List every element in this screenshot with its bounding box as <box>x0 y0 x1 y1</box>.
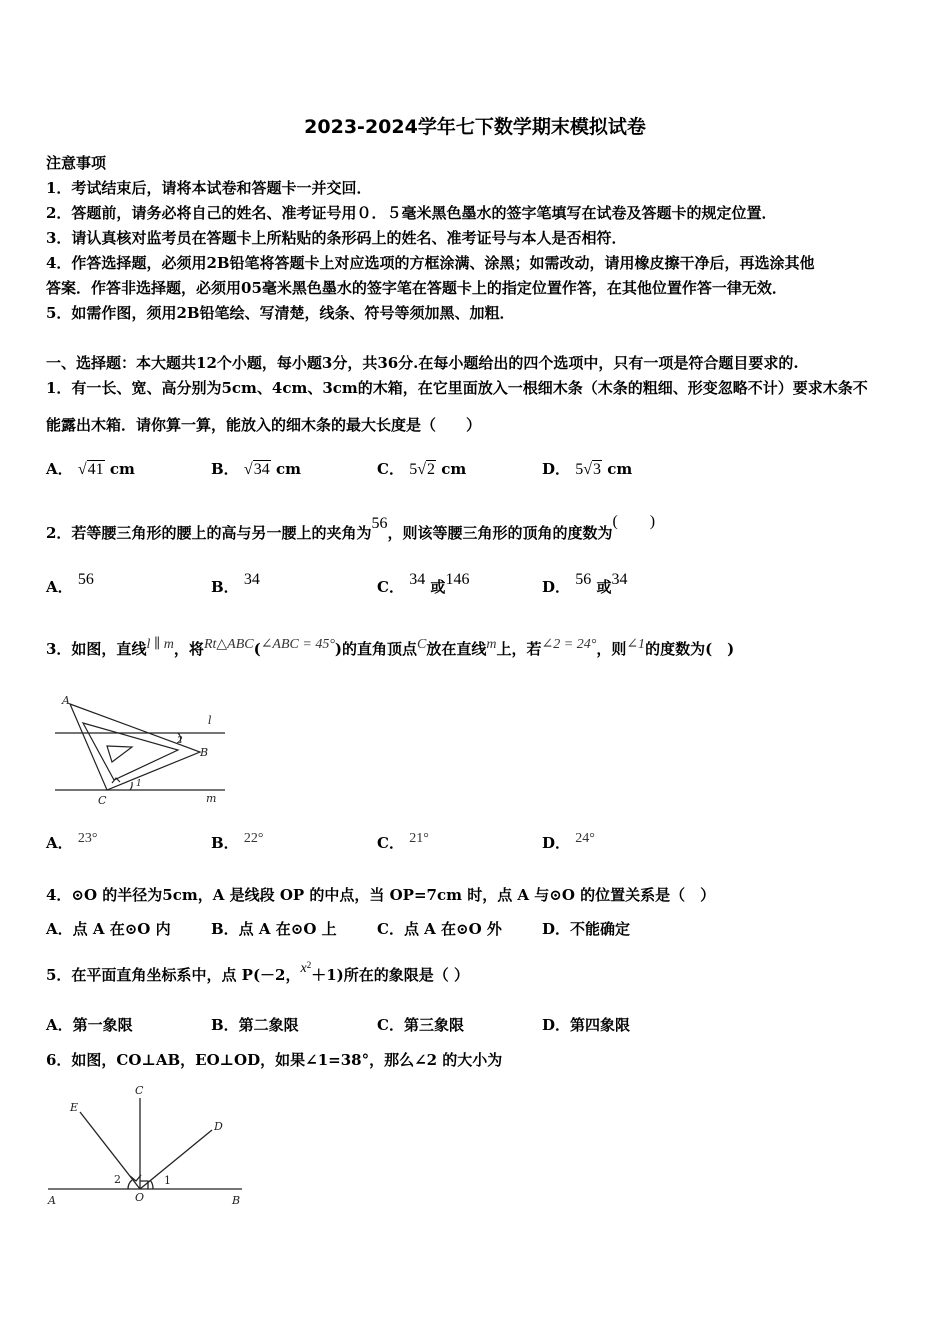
label-l: l <box>208 714 212 727</box>
label-1: 1 <box>164 1174 171 1187</box>
option-label: B． <box>211 460 239 478</box>
q3-math: ∠1 <box>626 637 646 652</box>
option-label: A． <box>46 578 73 596</box>
q2-option-d <box>542 571 628 597</box>
page-title: 2023-2024学年七下数学期末模拟试卷 <box>304 116 646 138</box>
angle-2-arc <box>128 1180 132 1189</box>
notice-item: 4．作答选择题，必须用2B铅笔将答题卡上对应选项的方框涂满、涂黑；如需改动，请用橡皮擦干净后，再选涂其他 <box>46 254 815 272</box>
q2-text-b: ，则该等腰三角形的顶角的度数为 <box>387 524 613 542</box>
q2-stem <box>46 513 656 543</box>
label-a: A <box>48 1194 56 1207</box>
q2-text-a: 2．若等腰三角形的腰上的高与另一腰上的夹角为 <box>46 524 372 542</box>
label-2: 2 <box>114 1173 121 1186</box>
q3-math: m <box>486 637 497 652</box>
q4-option-d: D．不能确定 <box>542 920 631 938</box>
notice-heading: 注意事项 <box>46 154 107 172</box>
q2-paren: ( ) <box>612 513 656 530</box>
q3-figure <box>50 692 230 810</box>
q3-math: Rt△ABC <box>203 637 254 652</box>
q3-text: 上，若 <box>496 640 542 658</box>
coefficient: 5 <box>409 461 418 478</box>
q5-exponent: 2 <box>306 960 312 970</box>
option-value: 24° <box>575 831 595 846</box>
q1-stem: 1．有一长、宽、高分别为5cm、4cm、3cm的木箱，在它里面放入一根细木条（木条的粗细、形变忽略不计）要求木条不 <box>46 379 868 397</box>
label-b: B <box>200 746 209 759</box>
q3-option-a <box>46 832 97 853</box>
angle-1-arc <box>150 1180 153 1189</box>
q5-option-d: D．第四象限 <box>542 1016 631 1034</box>
q5-option-a: A．第一象限 <box>46 1016 133 1034</box>
option-value: 34 <box>611 571 628 588</box>
option-label: C． <box>377 578 404 596</box>
label-c: C <box>135 1084 144 1097</box>
q4-option-a: A．点 A 在⊙O 内 <box>46 920 171 938</box>
notice-item: 2．答题前，请务必将自己的姓名、准考证号用０．５毫米黑色墨水的签字笔填写在试卷及答题卡的规定位置． <box>46 204 777 222</box>
notice-item: 1．考试结束后，请将本试卷和答题卡一并交回． <box>46 179 372 197</box>
q4-option-c: C．点 A 在⊙O 外 <box>377 920 502 938</box>
option-value: 21° <box>409 831 429 846</box>
q5-text: 5．在平面直角坐标系中，点 P(－2， <box>46 966 301 984</box>
section-heading: 一、选择题：本大题共12个小题，每小题3分，共36分.在每小题给出的四个选项中，只有一项是符合题目要求的. <box>46 354 799 372</box>
option-label: C． <box>377 834 404 852</box>
label-1: 1 <box>136 779 142 789</box>
notice-item: 答案．作答非选择题，必须用05毫米黑色墨水的签字笔在答题卡上的指定位置作答，在其他位置作答一律无效． <box>46 279 787 297</box>
option-value: 56 <box>77 571 94 588</box>
q1-option-a: A． √41 cm <box>46 460 135 478</box>
unit: cm <box>607 460 633 478</box>
q5-stem <box>46 960 469 985</box>
option-value: 23° <box>77 831 98 846</box>
q6-figure <box>44 1080 254 1208</box>
q3-text: 3．如图，直线 <box>46 640 147 658</box>
q3-math: l ∥ m <box>146 637 174 652</box>
q5-math: x <box>300 961 307 976</box>
notice-item: 3．请认真核对监考员在答题卡上所粘贴的条形码上的姓名、准考证号与本人是否相符． <box>46 229 627 247</box>
label-o: O <box>135 1191 145 1204</box>
q6-stem: 6．如图，CO⊥AB，EO⊥OD，如果∠1=38°，那么∠2 的大小为 <box>46 1051 503 1069</box>
label-c: C <box>98 794 107 807</box>
radicand: 34 <box>253 461 270 478</box>
q2-angle: 56 <box>371 515 388 532</box>
option-label: A． <box>46 460 73 478</box>
unit: cm <box>275 460 301 478</box>
unit: cm <box>109 460 135 478</box>
q4-stem: 4．⊙O 的半径为5cm，A 是线段 OP 的中点，当 OP=7cm 时，点 A 与⊙O 的位置关系是（ ） <box>46 886 716 904</box>
q3-option-c <box>377 832 429 853</box>
option-value: 34 <box>243 571 260 588</box>
q1-option-b: B． √34 cm <box>211 460 301 478</box>
q5-text: ＋1)所在的象限是（ ） <box>311 966 469 984</box>
q3-option-d <box>542 832 595 853</box>
notice-item: 5．如需作图，须用2B铅笔绘、写清楚，线条、符号等须加黑、加粗． <box>46 304 515 322</box>
option-label: D． <box>542 578 571 596</box>
option-label: B． <box>211 834 239 852</box>
q3-stem <box>46 638 734 659</box>
q1-option-d: D． 5√3 cm <box>542 460 633 478</box>
option-label: D． <box>542 460 571 478</box>
triangle-inner <box>83 723 178 780</box>
option-label: C． <box>377 460 404 478</box>
q2-option-b <box>211 571 260 597</box>
or-word: 或 <box>596 578 612 596</box>
option-label: A． <box>46 834 73 852</box>
q3-text: ( <box>253 640 261 658</box>
triangle-hole <box>107 746 132 762</box>
q4-option-b: B．点 A 在⊙O 上 <box>211 920 337 938</box>
label-b: B <box>232 1194 241 1207</box>
q1-option-c: C． 5√2 cm <box>377 460 467 478</box>
q3-text: )的直角顶点 <box>334 640 418 658</box>
q5-option-b: B．第二象限 <box>211 1016 299 1034</box>
radicand: 2 <box>426 461 435 478</box>
q3-text: ，则 <box>596 640 627 658</box>
q3-math: C <box>417 637 427 652</box>
q3-math: ∠2 = 24° <box>541 637 597 652</box>
q3-text: 的度数为( ) <box>645 640 735 658</box>
label-2: 2 <box>177 736 183 746</box>
option-label: D． <box>542 834 571 852</box>
option-value: 22° <box>243 831 264 846</box>
label-a: A <box>62 694 70 707</box>
option-value: 56 <box>575 571 592 588</box>
option-value: 146 <box>445 571 470 588</box>
label-d: D <box>214 1120 223 1133</box>
option-label: B． <box>211 578 239 596</box>
angle-1-arc <box>130 782 132 790</box>
q5-option-c: C．第三象限 <box>377 1016 464 1034</box>
coefficient: 5 <box>575 461 584 478</box>
q3-option-b <box>211 832 264 853</box>
option-value: 34 <box>409 571 426 588</box>
q3-math: ∠ABC = 45° <box>260 637 335 652</box>
label-e: E <box>70 1101 79 1114</box>
radicand: 3 <box>593 461 602 478</box>
label-m: m <box>206 792 217 805</box>
q3-text: ，将 <box>173 640 204 658</box>
q2-option-a <box>46 571 94 597</box>
unit: cm <box>441 460 467 478</box>
q3-text: 放在直线 <box>426 640 487 658</box>
q2-option-c <box>377 571 470 597</box>
q1-stem-2: 能露出木箱．请你算一算，能放入的细木条的最大长度是（ ） <box>46 416 482 434</box>
triangle-outer <box>70 704 200 790</box>
radicand: 41 <box>87 461 104 478</box>
or-word: 或 <box>430 578 446 596</box>
